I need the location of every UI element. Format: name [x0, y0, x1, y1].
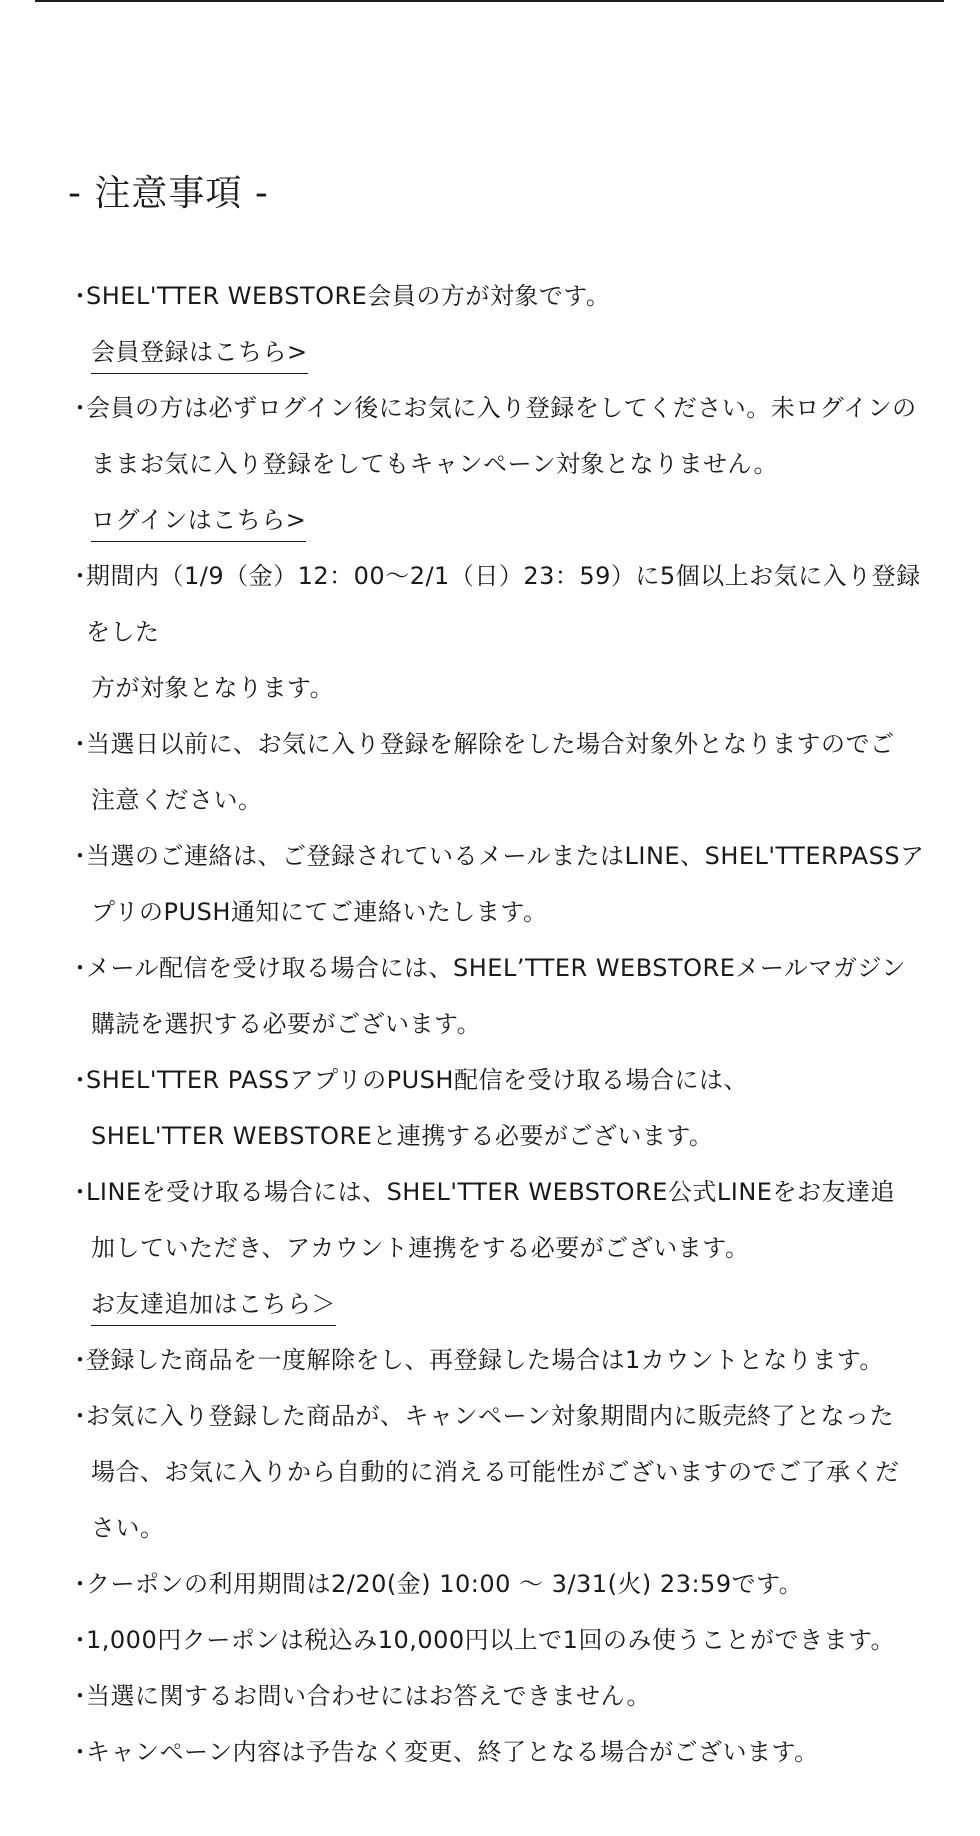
note-text-line: 場合、お気に入りから自動的に消える可能性がございますのでご了承くだ	[91, 1458, 900, 1486]
notes-section	[68, 170, 938, 1780]
note-item	[68, 268, 938, 380]
note-item	[68, 548, 938, 716]
note-link-row	[86, 492, 938, 548]
bullet-mark: ・	[68, 842, 93, 870]
note-text-line: 加していただき、アカウント連携をする必要がございます。	[91, 1234, 750, 1262]
note-text-line: 登録した商品を一度解除をし、再登録した場合は1カウントとなります。	[86, 1346, 884, 1374]
note-link[interactable]: お友達追加はこちら＞	[91, 1287, 336, 1326]
note-text-line: 1,000円クーポンは税込み10,000円以上で1回のみ使うことができます。	[86, 1626, 896, 1654]
bullet-mark: ・	[68, 282, 93, 310]
note-text-line: 当選日以前に、お気に入り登録を解除をした場合対象外となりますのでご	[86, 730, 895, 758]
note-text-line: 方が対象となります。	[91, 674, 335, 702]
note-item	[68, 1724, 938, 1780]
note-text-line: LINEを受け取る場合には、SHEL'TTER WEBSTORE公式LINEをお友達追	[86, 1178, 895, 1206]
note-text-line: メール配信を受け取る場合には、SHEL’TTER WEBSTOREメールマガジン	[86, 954, 906, 982]
bullet-mark: ・	[68, 1682, 93, 1710]
bullet-mark: ・	[68, 1738, 93, 1766]
bullet-mark: ・	[68, 1178, 93, 1206]
note-text-line: SHEL'TTER WEBSTOREと連携する必要がございます。	[91, 1122, 714, 1150]
note-link[interactable]: ログインはこちら>	[91, 503, 306, 542]
notes-heading: - 注意事項 -	[68, 173, 269, 214]
bullet-mark: ・	[68, 1066, 93, 1094]
note-item	[68, 1668, 938, 1724]
note-link[interactable]: 会員登録はこちら>	[91, 335, 308, 374]
note-item	[68, 1556, 938, 1612]
note-text-line: ままお気に入り登録をしてもキャンペーン対象となりません。	[91, 450, 778, 478]
top-divider	[35, 0, 944, 2]
note-text-line: 会員の方は必ずログイン後にお気に入り登録をしてください。未ログインの	[86, 394, 917, 422]
note-item	[68, 1052, 938, 1164]
note-text-line: クーポンの利用期間は2/20(金) 10:00 〜 3/31(火) 23:59です。	[86, 1570, 804, 1598]
bullet-mark: ・	[68, 1570, 93, 1598]
bullet-mark: ・	[68, 562, 93, 590]
note-item	[68, 716, 938, 828]
note-item	[68, 940, 938, 1052]
bullet-mark: ・	[68, 1626, 93, 1654]
bullet-mark: ・	[68, 394, 93, 422]
note-item	[68, 1612, 938, 1668]
note-item	[68, 1388, 938, 1556]
note-text-line: お気に入り登録した商品が、キャンペーン対象期間内に販売終了となった	[86, 1402, 895, 1430]
bullet-mark: ・	[68, 730, 93, 758]
bullet-mark: ・	[68, 1402, 93, 1430]
note-item	[68, 1332, 938, 1388]
note-text-line: 注意ください。	[91, 786, 263, 814]
note-text-line: SHEL'TTER PASSアプリのPUSH配信を受け取る場合には、	[86, 1066, 748, 1094]
note-text-line: さい。	[91, 1514, 165, 1542]
note-link-row	[86, 324, 938, 380]
note-text-line: SHEL'TTER WEBSTORE会員の方が対象です。	[86, 282, 611, 310]
note-text-line: 当選のご連絡は、ご登録されているメールまたはLINE、SHEL'TTERPASSア	[86, 842, 925, 870]
note-link-row	[86, 1276, 938, 1332]
notes-list	[68, 268, 938, 1780]
bullet-mark: ・	[68, 954, 93, 982]
note-text-line: 期間内（1/9（金）12：00〜2/1（日）23：59）に5個以上お気に入り登録をした	[86, 562, 921, 646]
note-item	[68, 380, 938, 548]
note-item	[68, 1164, 938, 1332]
note-text-line: 当選に関するお問い合わせにはお答えできません。	[86, 1682, 651, 1710]
bullet-mark: ・	[68, 1346, 93, 1374]
note-text-line: 購読を選択する必要がございます。	[91, 1010, 482, 1038]
note-text-line: キャンペーン内容は予告なく変更、終了となる場合がございます。	[86, 1738, 819, 1766]
note-text-line: プリのPUSH通知にてご連絡いたします。	[91, 898, 548, 926]
note-item	[68, 828, 938, 940]
